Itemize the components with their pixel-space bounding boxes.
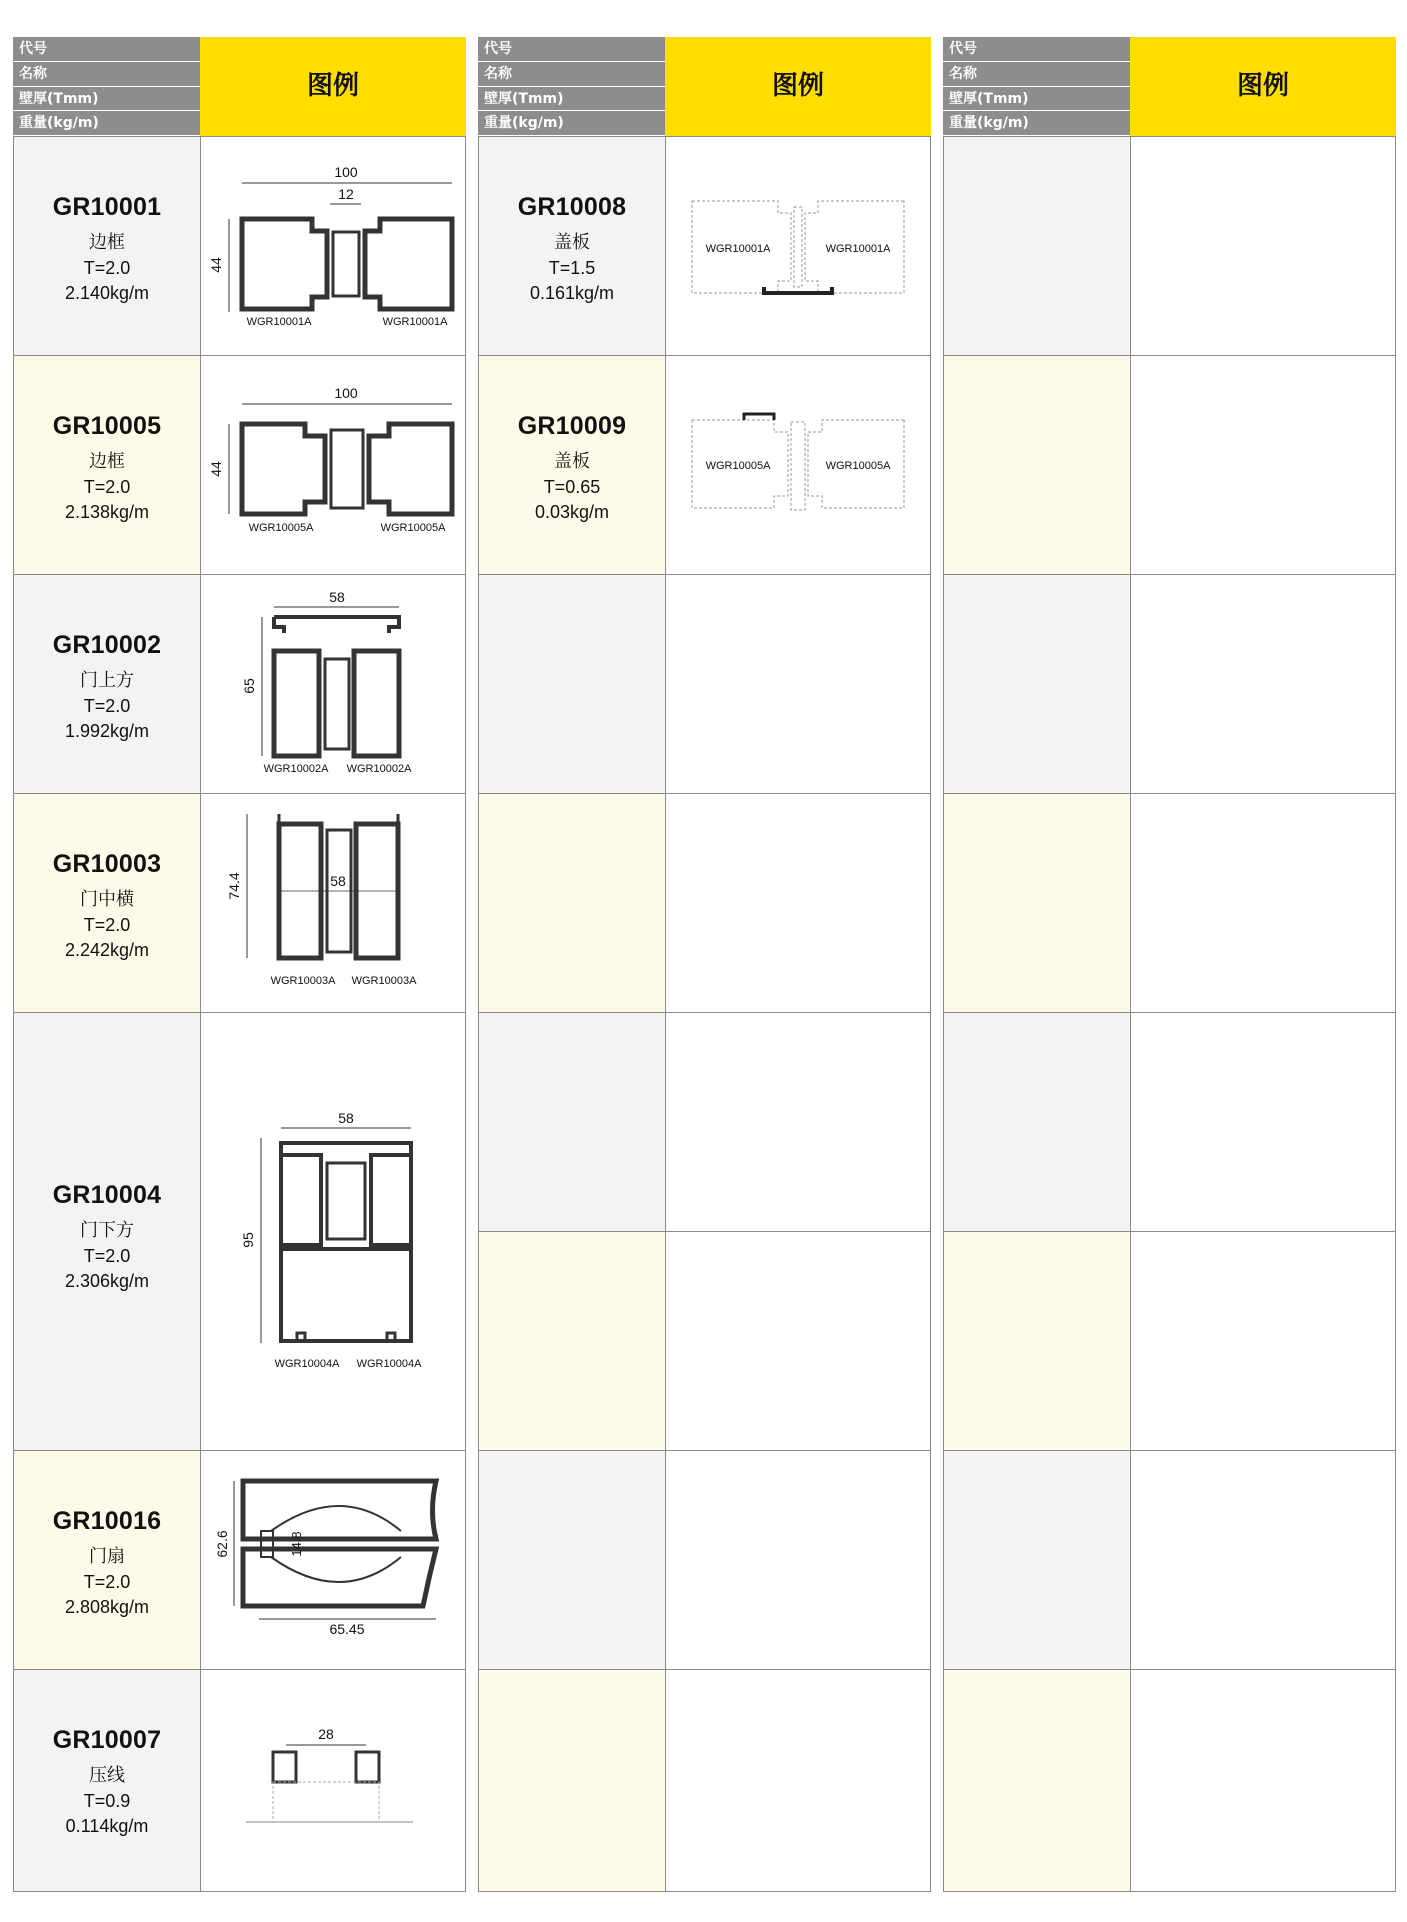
empty-info-cell [944,1670,1131,1891]
profile-drawing-gr10003 [201,794,465,1013]
product-weight: 0.03kg/m [534,502,610,522]
empty-info-cell [479,1013,666,1232]
product-drawing-cell [201,356,465,575]
product-thickness: T=2.0 [83,1572,131,1592]
profile-drawing-gr10009 [666,356,930,575]
empty-info-cell [944,356,1131,575]
part-label: WGR10005A [825,460,891,472]
catalog-grid [478,136,931,1892]
product-code: GR10001 [52,193,162,221]
product-weight: 2.306kg/m [64,1271,150,1291]
product-info-cell [14,356,201,575]
part-label: WGR10001A [382,316,448,328]
part-label: WGR10003A [270,975,336,987]
empty-drawing-cell [1131,137,1395,356]
product-thickness: T=2.0 [83,477,131,497]
empty-info-cell [479,1232,666,1451]
catalog-grid [13,136,466,1892]
dim-height: 44 [208,461,224,477]
profile-drawing-gr10005 [201,356,465,575]
part-label: WGR10001A [246,316,312,328]
product-code: GR10007 [52,1726,162,1754]
product-code: GR10003 [52,850,162,878]
profile-drawing-gr10008 [666,137,930,356]
product-weight: 2.138kg/m [64,502,150,522]
header-labels [943,37,1130,136]
product-info-cell [14,1451,201,1670]
product-drawing-cell [201,1670,465,1891]
dim-width: 58 [330,873,346,889]
header-label-code: 代号 [478,37,665,62]
dim-inner: 14.8 [289,1531,304,1557]
product-weight: 0.114kg/m [65,1816,149,1836]
product-name: 门上方 [80,670,134,691]
empty-info-cell [944,575,1131,794]
product-weight: 0.161kg/m [529,283,615,303]
dim-height: 74.4 [226,872,242,900]
empty-info-cell [479,794,666,1013]
product-code: GR10009 [517,412,627,440]
product-thickness: T=0.9 [83,1791,131,1811]
product-code: GR10016 [52,1507,162,1535]
product-drawing-cell [666,356,930,575]
part-label: WGR10002A [263,763,329,775]
empty-info-cell [944,1232,1131,1451]
product-name: 盖板 [554,232,590,253]
product-weight: 2.808kg/m [64,1597,150,1617]
product-code: GR10005 [52,412,162,440]
dim-gap: 12 [338,186,354,202]
empty-info-cell [479,1670,666,1891]
dim-width: 58 [329,589,345,605]
product-code: GR10004 [52,1181,162,1209]
product-thickness: T=0.65 [543,477,601,497]
header-legend: 图例 [665,37,931,136]
part-label: WGR10001A [705,243,771,255]
product-info-cell [14,575,201,794]
product-drawing-cell [666,137,930,356]
product-info-cell [479,356,666,575]
product-name: 压线 [89,1765,125,1786]
header-labels [13,37,200,136]
empty-drawing-cell [1131,575,1395,794]
empty-drawing-cell [1131,1013,1395,1232]
dim-width: 100 [334,385,358,401]
product-name: 边框 [89,451,125,472]
header-label-thickness: 壁厚(Tmm) [478,87,665,112]
product-thickness: T=2.0 [83,696,131,716]
empty-info-cell [479,575,666,794]
product-weight: 2.140kg/m [64,283,150,303]
empty-drawing-cell [666,794,930,1013]
product-weight: 2.242kg/m [64,940,150,960]
empty-drawing-cell [666,1013,930,1232]
header-label-thickness: 壁厚(Tmm) [943,87,1130,112]
product-name: 边框 [89,232,125,253]
empty-drawing-cell [1131,1670,1395,1891]
product-info-cell [14,794,201,1013]
dim-width: 58 [338,1110,354,1126]
part-label: WGR10003A [351,975,417,987]
product-code: GR10008 [517,193,627,221]
dim-width: 100 [334,164,358,180]
product-drawing-cell [201,1451,465,1670]
empty-drawing-cell [1131,1451,1395,1670]
product-thickness: T=1.5 [548,258,596,278]
dim-height: 95 [240,1232,256,1248]
dim-width: 65.45 [329,1621,365,1637]
header-labels [478,37,665,136]
product-drawing-cell [201,137,465,356]
header-label-name: 名称 [943,62,1130,87]
product-thickness: T=2.0 [83,258,131,278]
product-name: 门扇 [89,1546,125,1567]
header-label-thickness: 壁厚(Tmm) [13,87,200,112]
empty-drawing-cell [1131,356,1395,575]
empty-drawing-cell [666,575,930,794]
profile-drawing-gr10007 [201,1670,465,1891]
header-label-name: 名称 [13,62,200,87]
empty-drawing-cell [666,1232,930,1451]
dim-height: 62.6 [214,1530,230,1558]
header-label-code: 代号 [13,37,200,62]
profile-drawing-gr10002 [201,575,465,794]
empty-drawing-cell [1131,1232,1395,1451]
product-name: 门中横 [80,889,134,910]
header-legend: 图例 [200,37,466,136]
profile-drawing-gr10001 [201,137,465,356]
empty-info-cell [944,1451,1131,1670]
empty-info-cell [944,794,1131,1013]
profile-drawing-gr10016 [201,1451,465,1670]
part-label: WGR10001A [825,243,891,255]
product-thickness: T=2.0 [83,915,131,935]
part-label: WGR10005A [380,522,446,534]
dim-height: 65 [241,678,257,694]
product-info-cell [479,137,666,356]
catalog-column-3 [943,37,1396,1892]
empty-info-cell [944,1013,1131,1232]
part-label: WGR10004A [274,1358,340,1370]
product-drawing-cell [201,1013,465,1451]
empty-drawing-cell [666,1670,930,1891]
product-code: GR10002 [52,631,162,659]
part-label: WGR10005A [705,460,771,472]
empty-drawing-cell [666,1451,930,1670]
product-thickness: T=2.0 [83,1246,131,1266]
product-weight: 1.992kg/m [64,721,150,741]
part-label: WGR10005A [248,522,314,534]
empty-drawing-cell [1131,794,1395,1013]
profile-drawing-gr10004 [201,1013,465,1451]
product-info-cell [14,137,201,356]
header-label-weight: 重量(kg/m) [478,111,665,136]
part-label: WGR10004A [356,1358,422,1370]
product-name: 盖板 [554,451,590,472]
catalog-column-1 [13,37,466,1892]
empty-info-cell [944,137,1131,356]
part-label: WGR10002A [346,763,412,775]
header-label-name: 名称 [478,62,665,87]
product-name: 门下方 [80,1220,134,1241]
product-drawing-cell [201,794,465,1013]
header-label-weight: 重量(kg/m) [943,111,1130,136]
catalog-column-2 [478,37,931,1892]
empty-info-cell [479,1451,666,1670]
dim-width: 28 [318,1726,334,1742]
product-info-cell [14,1670,201,1891]
product-info-cell [14,1013,201,1451]
header-legend: 图例 [1130,37,1396,136]
dim-height: 44 [208,257,224,273]
product-drawing-cell [201,575,465,794]
header-label-weight: 重量(kg/m) [13,111,200,136]
header-label-code: 代号 [943,37,1130,62]
catalog-grid [943,136,1396,1892]
